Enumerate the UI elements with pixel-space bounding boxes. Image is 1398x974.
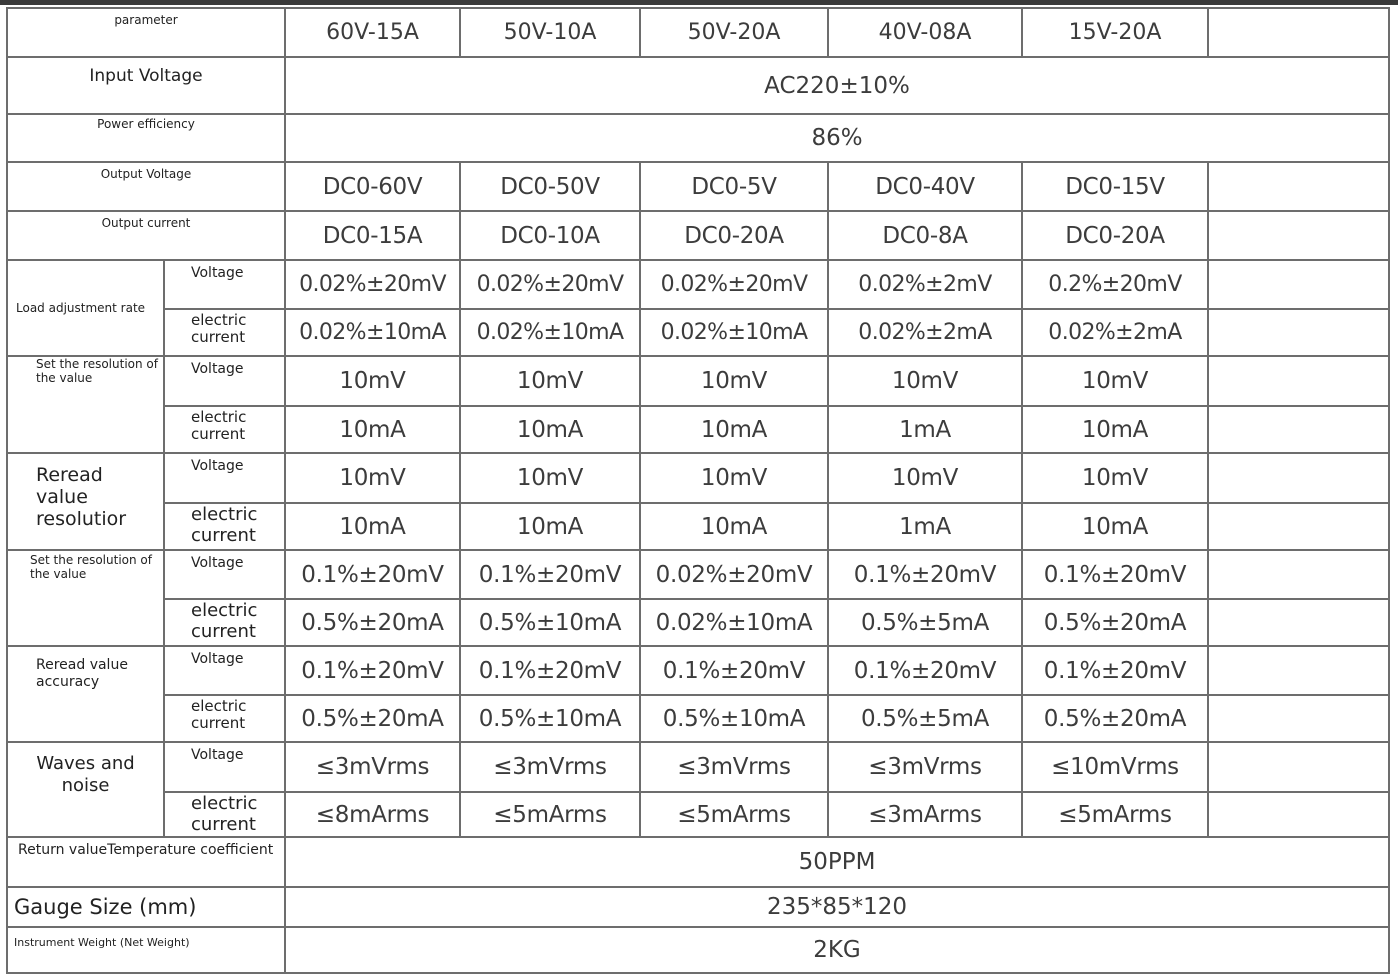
set-accuracy-voltage-row <box>7 550 1389 599</box>
spec-table <box>6 7 1390 974</box>
set-accuracy-voltage-value: 0.02%±20mV <box>640 550 828 599</box>
load-adjustment-voltage-value: 0.02%±20mV <box>460 260 640 309</box>
load-adjustment-voltage-value: 0.02%±20mV <box>285 260 460 309</box>
set-accuracy-current-value: 0.5%±5mA <box>828 599 1022 646</box>
current-sublabel: electric current <box>164 599 285 646</box>
reread-resolution-label: Reread value resolutior <box>7 453 164 550</box>
load-adjustment-voltage-value: 0.02%±2mV <box>828 260 1022 309</box>
load-adjustment-current-value: 0.02%±10mA <box>285 309 460 356</box>
waves-noise-current-value: ≤5mArms <box>1022 792 1208 837</box>
set-resolution-voltage-value: 10mV <box>1022 356 1208 406</box>
voltage-sublabel: Voltage <box>164 742 285 792</box>
model-header: 40V-08A <box>828 8 1022 57</box>
voltage-sublabel: Voltage <box>164 453 285 503</box>
reread-accuracy-current-value: 0.5%±10mA <box>640 695 828 742</box>
load-adjustment-current-value: 0.02%±2mA <box>828 309 1022 356</box>
reread-accuracy-current-value: 0.5%±20mA <box>285 695 460 742</box>
set-accuracy-current-value: 0.5%±20mA <box>285 599 460 646</box>
reread-accuracy-voltage-row <box>7 646 1389 695</box>
set-accuracy-voltage-value: 0.1%±20mV <box>285 550 460 599</box>
reread-accuracy-voltage-value: 0.1%±20mV <box>828 646 1022 695</box>
reread-accuracy-voltage-value: 0.1%±20mV <box>1022 646 1208 695</box>
set-resolution-voltage-value: 10mV <box>460 356 640 406</box>
reread-accuracy-voltage-value: 0.1%±20mV <box>285 646 460 695</box>
set-resolution-current-value: 10mA <box>460 406 640 453</box>
waves-noise-voltage-value: ≤3mVrms <box>285 742 460 792</box>
reread-accuracy-voltage-value: 0.1%±20mV <box>640 646 828 695</box>
voltage-sublabel: Voltage <box>164 646 285 695</box>
waves-noise-current-value: ≤8mArms <box>285 792 460 837</box>
current-sublabel: electric current <box>164 406 285 453</box>
output-current-label: Output current <box>7 211 285 260</box>
weight-value: 2KG <box>285 927 1389 973</box>
empty-cell <box>1208 792 1389 837</box>
waves-noise-voltage-value: ≤10mVrms <box>1022 742 1208 792</box>
reread-accuracy-current-value: 0.5%±5mA <box>828 695 1022 742</box>
model-header: 50V-20A <box>640 8 828 57</box>
reread-resolution-voltage-value: 10mV <box>460 453 640 503</box>
empty-cell <box>1208 260 1389 309</box>
set-accuracy-current-value: 0.5%±10mA <box>460 599 640 646</box>
output-voltage-label: Output Voltage <box>7 162 285 211</box>
waves-noise-current-row <box>7 792 1389 837</box>
set-resolution-voltage-row <box>7 356 1389 406</box>
reread-resolution-current-value: 10mA <box>285 503 460 550</box>
reread-resolution-voltage-value: 10mV <box>828 453 1022 503</box>
load-adjustment-current-value: 0.02%±10mA <box>640 309 828 356</box>
input-voltage-row <box>7 57 1389 114</box>
reread-resolution-voltage-row <box>7 453 1389 503</box>
reread-resolution-voltage-value: 10mV <box>285 453 460 503</box>
current-sublabel: electric current <box>164 503 285 550</box>
input-voltage-value: AC220±10% <box>285 57 1389 114</box>
output-voltage-value: DC0-60V <box>285 162 460 211</box>
output-current-value: DC0-10A <box>460 211 640 260</box>
empty-cell <box>1208 8 1389 57</box>
set-accuracy-current-value: 0.5%±20mA <box>1022 599 1208 646</box>
waves-noise-voltage-value: ≤3mVrms <box>828 742 1022 792</box>
load-adjustment-voltage-row <box>7 260 1389 309</box>
empty-cell <box>1208 742 1389 792</box>
waves-noise-current-value: ≤5mArms <box>640 792 828 837</box>
load-adjustment-label: Load adjustment rate <box>7 260 164 356</box>
temp-coefficient-label: Return valueTemperature coefficient <box>7 837 285 887</box>
gauge-size-label: Gauge Size (mm) <box>7 887 285 927</box>
input-voltage-label: Input Voltage <box>7 57 285 114</box>
output-current-value: DC0-15A <box>285 211 460 260</box>
reread-resolution-current-value: 10mA <box>460 503 640 550</box>
temp-coefficient-row <box>7 837 1389 887</box>
voltage-sublabel: Voltage <box>164 260 285 309</box>
output-current-value: DC0-8A <box>828 211 1022 260</box>
voltage-sublabel: Voltage <box>164 356 285 406</box>
empty-cell <box>1208 406 1389 453</box>
current-sublabel: electric current <box>164 792 285 837</box>
set-accuracy-voltage-value: 0.1%±20mV <box>1022 550 1208 599</box>
output-voltage-value: DC0-5V <box>640 162 828 211</box>
set-accuracy-current-value: 0.02%±10mA <box>640 599 828 646</box>
waves-noise-current-value: ≤3mArms <box>828 792 1022 837</box>
empty-cell <box>1208 309 1389 356</box>
reread-accuracy-current-row <box>7 695 1389 742</box>
load-adjustment-current-row <box>7 309 1389 356</box>
reread-accuracy-current-value: 0.5%±20mA <box>1022 695 1208 742</box>
weight-row <box>7 927 1389 973</box>
model-header: 60V-15A <box>285 8 460 57</box>
model-header: 15V-20A <box>1022 8 1208 57</box>
output-voltage-row <box>7 162 1389 211</box>
output-voltage-value: DC0-50V <box>460 162 640 211</box>
empty-cell <box>1208 162 1389 211</box>
set-resolution-current-value: 10mA <box>285 406 460 453</box>
reread-resolution-current-value: 10mA <box>1022 503 1208 550</box>
waves-noise-voltage-value: ≤3mVrms <box>640 742 828 792</box>
reread-resolution-voltage-value: 10mV <box>1022 453 1208 503</box>
set-resolution-current-value: 1mA <box>828 406 1022 453</box>
empty-cell <box>1208 646 1389 695</box>
reread-accuracy-current-value: 0.5%±10mA <box>460 695 640 742</box>
set-resolution-voltage-value: 10mV <box>285 356 460 406</box>
reread-resolution-current-value: 1mA <box>828 503 1022 550</box>
load-adjustment-current-value: 0.02%±2mA <box>1022 309 1208 356</box>
waves-noise-current-value: ≤5mArms <box>460 792 640 837</box>
current-sublabel: electric current <box>164 309 285 356</box>
set-resolution-label: Set the resolution of the value <box>7 356 164 453</box>
power-efficiency-value: 86% <box>285 114 1389 162</box>
empty-cell <box>1208 550 1389 599</box>
load-adjustment-voltage-value: 0.2%±20mV <box>1022 260 1208 309</box>
output-current-row <box>7 211 1389 260</box>
gauge-size-value: 235*85*120 <box>285 887 1389 927</box>
load-adjustment-voltage-value: 0.02%±20mV <box>640 260 828 309</box>
set-accuracy-voltage-value: 0.1%±20mV <box>828 550 1022 599</box>
parameter-label: parameter <box>7 8 285 57</box>
load-adjustment-current-value: 0.02%±10mA <box>460 309 640 356</box>
empty-cell <box>1208 356 1389 406</box>
gauge-size-row <box>7 887 1389 927</box>
set-accuracy-label: Set the resolution of the value <box>7 550 164 646</box>
reread-accuracy-voltage-value: 0.1%±20mV <box>460 646 640 695</box>
reread-resolution-current-row <box>7 503 1389 550</box>
empty-cell <box>1208 503 1389 550</box>
empty-cell <box>1208 599 1389 646</box>
set-resolution-current-row <box>7 406 1389 453</box>
output-voltage-value: DC0-40V <box>828 162 1022 211</box>
empty-cell <box>1208 453 1389 503</box>
empty-cell <box>1208 211 1389 260</box>
weight-label: Instrument Weight (Net Weight) <box>7 927 285 973</box>
set-resolution-voltage-value: 10mV <box>828 356 1022 406</box>
empty-cell <box>1208 695 1389 742</box>
current-sublabel: electric current <box>164 695 285 742</box>
power-efficiency-row <box>7 114 1389 162</box>
waves-noise-voltage-value: ≤3mVrms <box>460 742 640 792</box>
set-resolution-current-value: 10mA <box>640 406 828 453</box>
header-row <box>7 8 1389 57</box>
waves-noise-voltage-row <box>7 742 1389 792</box>
temp-coefficient-value: 50PPM <box>285 837 1389 887</box>
reread-resolution-current-value: 10mA <box>640 503 828 550</box>
output-current-value: DC0-20A <box>640 211 828 260</box>
set-accuracy-current-row <box>7 599 1389 646</box>
waves-noise-label: Waves and noise <box>7 742 164 837</box>
output-current-value: DC0-20A <box>1022 211 1208 260</box>
voltage-sublabel: Voltage <box>164 550 285 599</box>
output-voltage-value: DC0-15V <box>1022 162 1208 211</box>
reread-resolution-voltage-value: 10mV <box>640 453 828 503</box>
power-efficiency-label: Power efficiency <box>7 114 285 162</box>
model-header: 50V-10A <box>460 8 640 57</box>
reread-accuracy-label: Reread value accuracy <box>7 646 164 742</box>
set-resolution-current-value: 10mA <box>1022 406 1208 453</box>
set-accuracy-voltage-value: 0.1%±20mV <box>460 550 640 599</box>
top-border <box>0 0 1398 5</box>
set-resolution-voltage-value: 10mV <box>640 356 828 406</box>
